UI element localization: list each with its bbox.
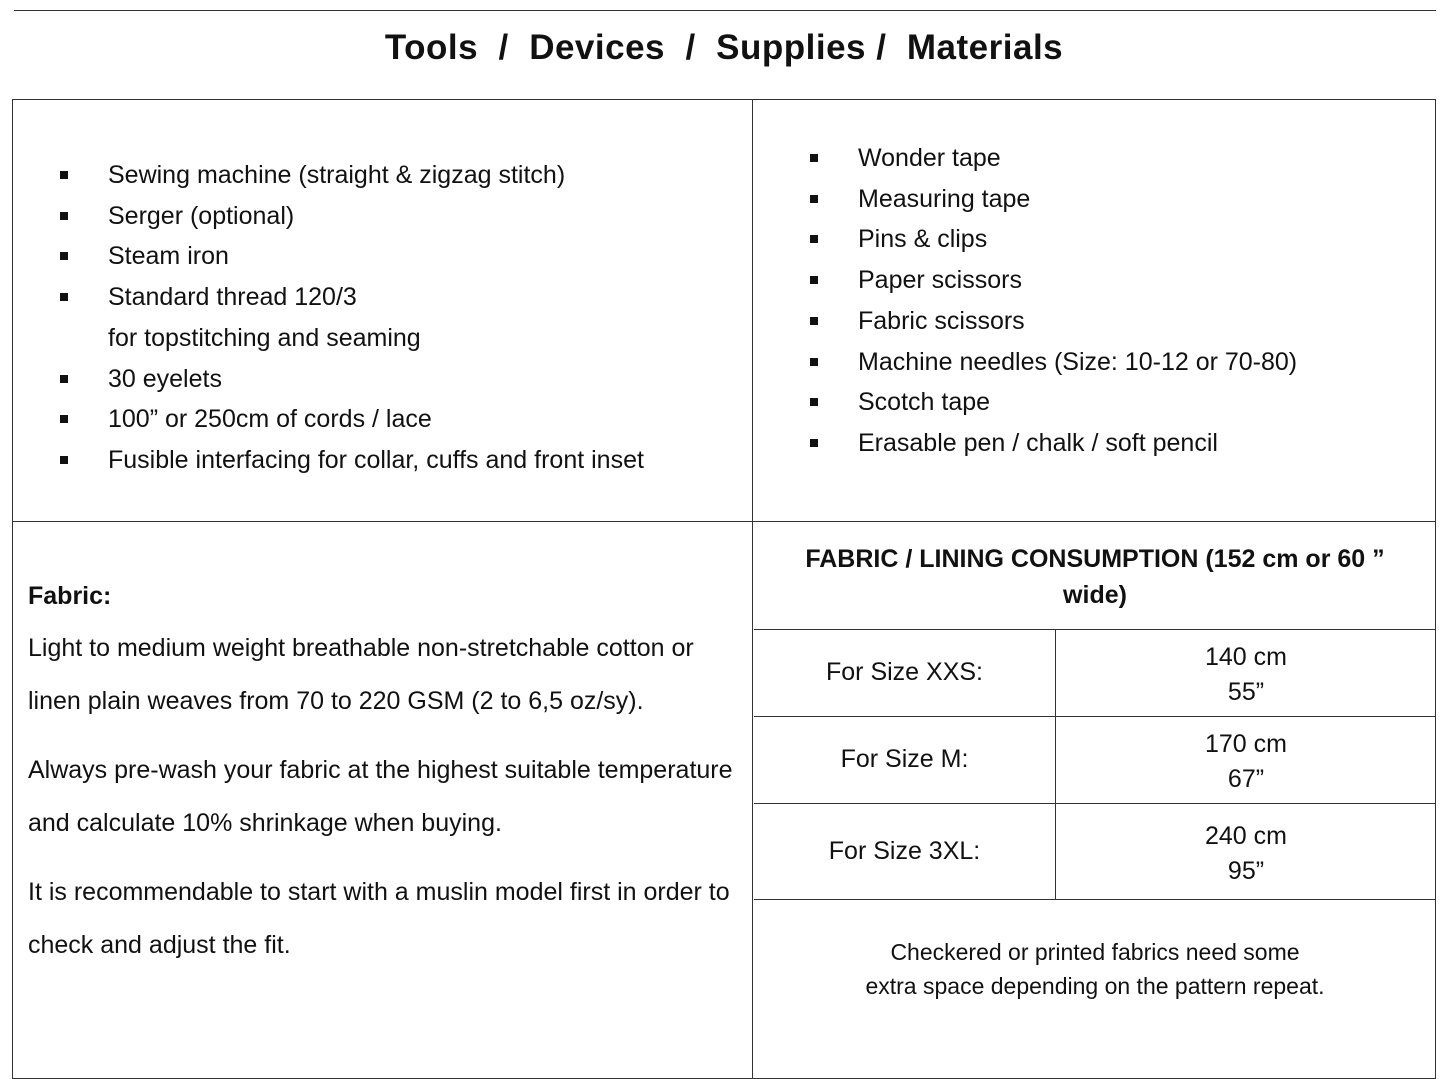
consumption-rule — [754, 803, 1436, 804]
list-item-continuation: for topstitching and seaming — [108, 323, 421, 352]
muslin-note: It is recommendable to start with a muslin model first in order to check and adjust the fit. — [28, 878, 730, 959]
fabric-description: Light to medium weight breathable non-stretchable cotton or linen plain weaves from 70 to 220 GSM (2 to 6,5 oz/sy). — [28, 634, 694, 715]
list-item: Serger (optional) — [60, 196, 644, 237]
bullet-icon — [810, 276, 818, 284]
list-item: Pins & clips — [810, 219, 1297, 260]
consumption-rule — [754, 629, 1436, 630]
list-item: Machine needles (Size: 10-12 or 70-80) — [810, 342, 1297, 383]
bullet-icon — [60, 456, 68, 464]
list-item: Paper scissors — [810, 260, 1297, 301]
bullet-icon — [810, 439, 818, 447]
column-divider — [752, 99, 753, 1079]
size-value-3xl: 240 cm 95” — [1205, 822, 1287, 885]
bullet-icon — [810, 235, 818, 243]
bullet-icon — [810, 398, 818, 406]
list-item: Measuring tape — [810, 179, 1297, 220]
tools-list-right — [810, 138, 1297, 464]
tools-list-left — [60, 155, 644, 481]
list-item: Standard thread 120/3 — [60, 277, 644, 318]
list-item: Sewing machine (straight & zigzag stitch) — [60, 155, 644, 196]
bullet-icon — [810, 358, 818, 366]
list-item: Wonder tape — [810, 138, 1297, 179]
bullet-icon — [60, 293, 68, 301]
consumption-rule — [754, 899, 1436, 900]
bullet-icon — [60, 415, 68, 423]
size-label-xxs: For Size XXS: — [826, 658, 983, 686]
page-title: Tools / Devices / Supplies / Materials — [384, 28, 1064, 67]
bullet-icon — [810, 317, 818, 325]
bullet-icon — [60, 252, 68, 260]
bullet-icon — [60, 171, 68, 179]
list-item: Scotch tape — [810, 382, 1297, 423]
bullet-icon — [60, 212, 68, 220]
bullet-icon — [810, 195, 818, 203]
list-item: Fusible interfacing for collar, cuffs and front inset — [60, 440, 644, 481]
consumption-title: FABRIC / LINING CONSUMPTION (152 cm or 60 ” wide) — [805, 545, 1385, 609]
size-value-m: 170 cm 67” — [1205, 730, 1287, 793]
list-item: Fabric scissors — [810, 301, 1297, 342]
consumption-rule — [754, 716, 1436, 717]
list-item: Steam iron — [60, 236, 644, 277]
row-divider — [12, 521, 1436, 522]
size-label-m: For Size M: — [840, 745, 969, 773]
fabric-section — [28, 578, 738, 988]
list-item: 30 eyelets — [60, 359, 644, 400]
list-item: 100” or 250cm of cords / lace — [60, 399, 644, 440]
pattern-repeat-note: Checkered or printed fabrics need some extra space depending on the pattern repeat. — [865, 939, 1325, 999]
top-rule — [14, 10, 1436, 11]
fabric-heading: Fabric: — [28, 582, 112, 610]
size-label-3xl: For Size 3XL: — [828, 837, 981, 865]
bullet-icon — [810, 154, 818, 162]
size-value-xxs: 140 cm 55” — [1205, 643, 1287, 706]
list-item: Erasable pen / chalk / soft pencil — [810, 423, 1297, 464]
prewash-note: Always pre-wash your fabric at the highest suitable temperature and calculate 10% shrinkage when buying. — [28, 756, 733, 837]
bullet-icon — [60, 375, 68, 383]
